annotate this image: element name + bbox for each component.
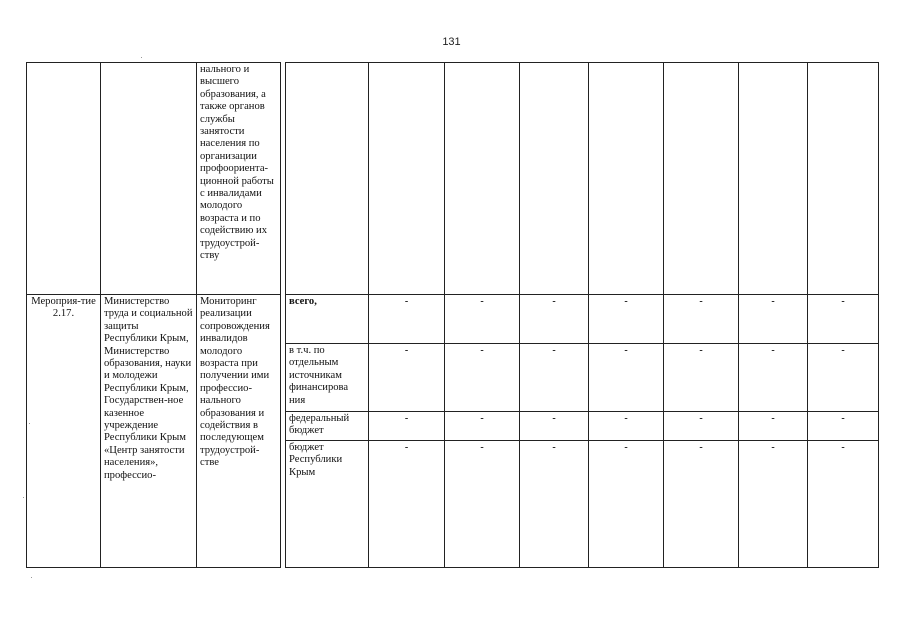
cell-value: - bbox=[369, 441, 445, 568]
cell-value: - bbox=[445, 295, 520, 344]
cell-value: - bbox=[739, 412, 808, 441]
table-row bbox=[27, 295, 281, 568]
cell-value: - bbox=[520, 412, 589, 441]
cell-value bbox=[520, 63, 589, 295]
cell-value: - bbox=[808, 441, 879, 568]
cell-value: - bbox=[445, 344, 520, 412]
cell-value: - bbox=[520, 295, 589, 344]
cell-responsible bbox=[101, 63, 197, 295]
cell-value: - bbox=[520, 441, 589, 568]
cell-value: - bbox=[520, 344, 589, 412]
cell-value: - bbox=[369, 295, 445, 344]
table-row bbox=[27, 63, 281, 295]
page-number: 131 bbox=[442, 36, 461, 48]
cell-value: - bbox=[589, 441, 664, 568]
cell-description: нального и высшего образования, а также органов службы занятости населения по организации профоориента-ционной работы с инвалидами молодого возраста и по содействию их трудоустрой-ству bbox=[197, 63, 281, 295]
cell-value: - bbox=[445, 441, 520, 568]
cell-value: - bbox=[369, 412, 445, 441]
left-table bbox=[26, 62, 281, 568]
cell-value: - bbox=[664, 412, 739, 441]
cell-value: - bbox=[589, 344, 664, 412]
cell-value: - bbox=[589, 295, 664, 344]
cell-value: - bbox=[808, 344, 879, 412]
cell-value: - bbox=[739, 344, 808, 412]
cell-funding-source bbox=[286, 63, 369, 295]
table-row bbox=[286, 295, 879, 344]
scan-speck: · bbox=[30, 572, 33, 582]
scan-speck: · bbox=[22, 492, 25, 502]
cell-description: Мониторинг реализации сопровождения инвалидов молодого возраста при получении ими профессио-нального образования и содействия в последующем трудоустрой-стве bbox=[197, 295, 281, 568]
cell-value bbox=[369, 63, 445, 295]
scan-speck: · bbox=[140, 52, 143, 62]
cell-value bbox=[808, 63, 879, 295]
cell-value: - bbox=[664, 295, 739, 344]
cell-value: - bbox=[808, 295, 879, 344]
cell-value bbox=[589, 63, 664, 295]
cell-value: - bbox=[739, 441, 808, 568]
cell-value bbox=[445, 63, 520, 295]
table-row bbox=[286, 412, 879, 441]
table-row bbox=[286, 344, 879, 412]
cell-event-number: Мероприя-тие 2.17. bbox=[27, 295, 101, 568]
cell-value: - bbox=[739, 295, 808, 344]
cell-value: - bbox=[664, 344, 739, 412]
cell-funding-source: всего, bbox=[286, 295, 369, 344]
scan-speck: · bbox=[28, 418, 31, 428]
cell-value: - bbox=[589, 412, 664, 441]
table-row bbox=[286, 63, 879, 295]
cell-responsible: Министерство труда и социальной защиты Республики Крым, Министерство образования, науки и молодежи Республики Крым, Государствен-ное казенное учреждение Республики Крым «Центр занятости населения», профессио- bbox=[101, 295, 197, 568]
cell-value: - bbox=[808, 412, 879, 441]
cell-funding-source: федеральный бюджет bbox=[286, 412, 369, 441]
cell-value bbox=[664, 63, 739, 295]
cell-event-number bbox=[27, 63, 101, 295]
cell-value: - bbox=[369, 344, 445, 412]
cell-funding-source: бюджет Республики Крым bbox=[286, 441, 369, 568]
cell-funding-source: в т.ч. по отдельным источникам финансирова ния bbox=[286, 344, 369, 412]
cell-value: - bbox=[664, 441, 739, 568]
right-table bbox=[285, 62, 879, 568]
table-row bbox=[286, 441, 879, 568]
cell-value bbox=[739, 63, 808, 295]
cell-value: - bbox=[445, 412, 520, 441]
